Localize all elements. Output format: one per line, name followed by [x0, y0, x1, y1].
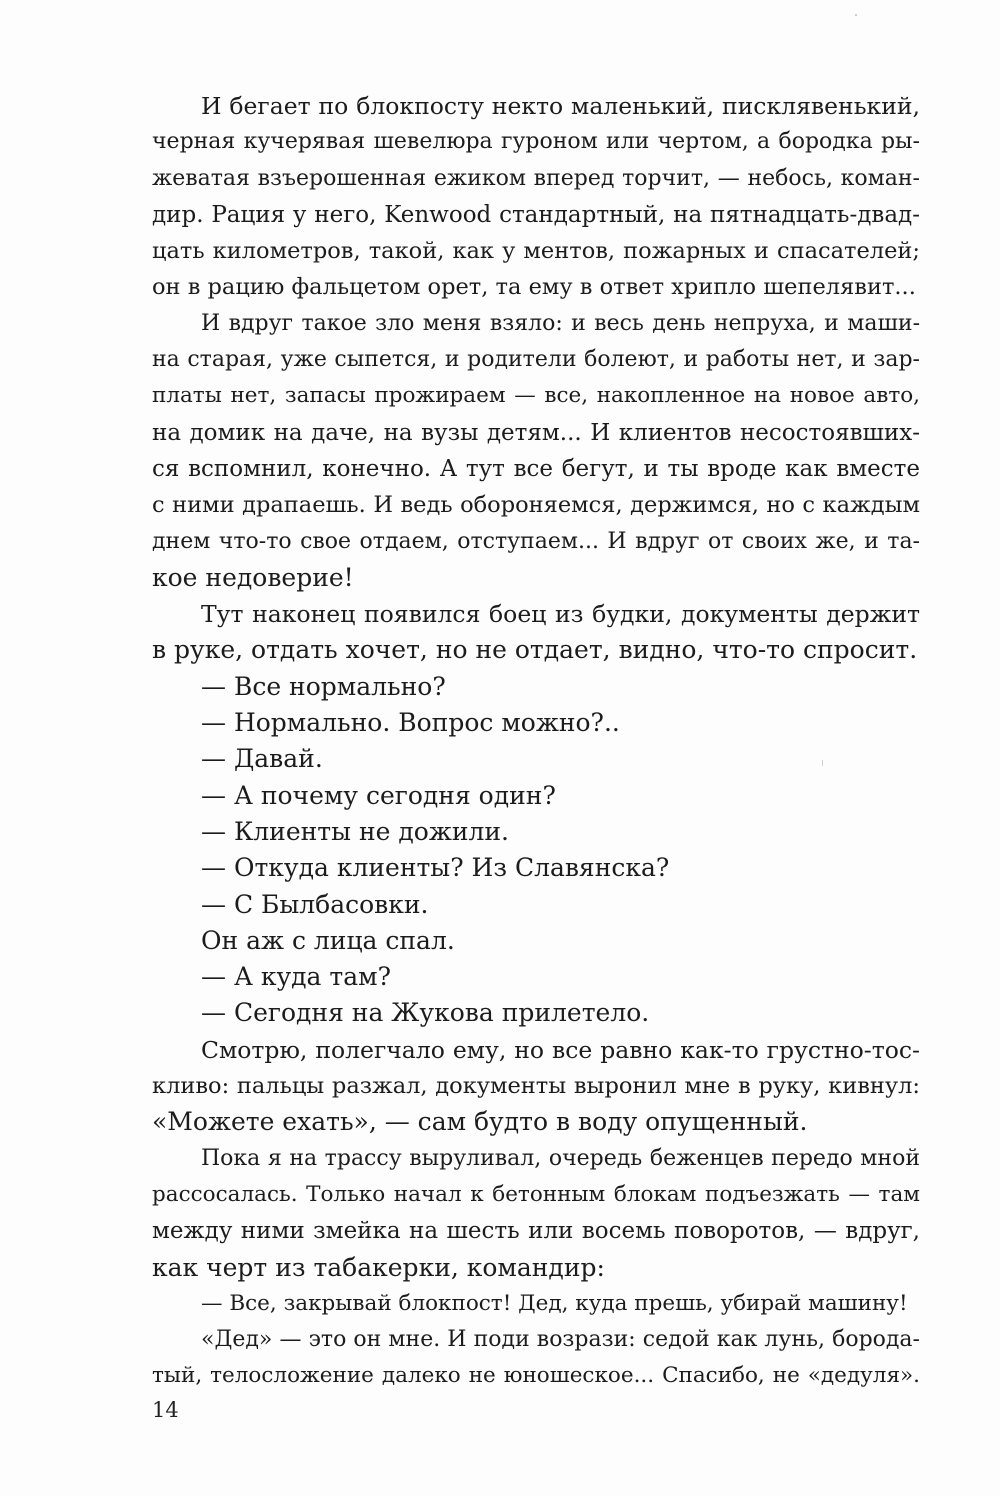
text-line: — С Былбасовки.: [201, 889, 429, 919]
paragraph: [152, 1322, 920, 1395]
dialogue-line: [152, 850, 920, 886]
text-line: — А почему сегодня один?: [201, 780, 556, 810]
text-line: на домик на даче, на вузы детям... И клиентов несостоявших-: [152, 419, 920, 446]
text-line: Пока я на трассу выруливал, очередь беженцев передо мной: [201, 1145, 920, 1171]
dialogue-line: [152, 778, 920, 814]
text-line: как черт из табакерки, командир:: [152, 1252, 605, 1282]
paragraph: [152, 88, 920, 306]
text-line: — Все, закрывай блокпост! Дед, куда прешь, убирай машину!: [201, 1290, 908, 1316]
text-line: днем что-то свое отдаем, отступаем... И вдруг от своих же, и та-: [152, 528, 920, 554]
text-line: жеватая взъерошенная ежиком вперед торчит, — небось, коман-: [152, 165, 920, 191]
dialogue-line: [152, 1286, 920, 1322]
text-line: дир. Рация у него, Kenwood стандартный, на пятнадцать-двад-: [152, 201, 920, 228]
dialogue-line: [152, 887, 920, 923]
text-line: на старая, уже сыпется, и родители болеют, и работы нет, и зар-: [152, 347, 920, 373]
text-line: Тут наконец появился боец из будки, документы держит: [201, 600, 920, 629]
text-line: черная кучерявая шевелюра гуроном или чертом, а бородка ры-: [152, 129, 920, 155]
text-line: И вдруг такое зло меня взяло: и весь день непруха, и маши-: [201, 310, 920, 336]
dialogue-line: [152, 995, 920, 1031]
text-line: — Все нормально?: [201, 671, 446, 701]
paragraph: [152, 1032, 920, 1141]
body-text: [152, 88, 920, 1395]
text-line: «Можете ехать», — сам будто в воду опущенный.: [152, 1107, 808, 1137]
text-line: кое недоверие!: [152, 562, 354, 592]
paragraph: [152, 1141, 920, 1286]
paragraph: [152, 923, 920, 959]
text-line: кливо: пальцы разжал, документы выронил мне в руку, кивнул:: [152, 1073, 920, 1100]
text-line: И бегает по блокпосту некто маленький, писклявенький,: [201, 92, 920, 120]
text-line: — Откуда клиенты? Из Славянска?: [201, 853, 670, 883]
text-line: — Сегодня на Жукова прилетело.: [201, 998, 650, 1028]
text-line: — Нормально. Вопрос можно?..: [201, 708, 620, 738]
text-line: тый, телосложение далеко не юношеское... Спасибо, не «дедуля».: [152, 1363, 920, 1389]
text-line: с ними драпаешь. И ведь обороняемся, держимся, но с каждым: [152, 492, 920, 519]
text-line: ся вспомнил, конечно. А тут все бегут, и ты вроде как вместе: [152, 455, 920, 482]
text-line: — Давай.: [201, 744, 323, 774]
text-line: Он аж с лица спал.: [201, 925, 455, 955]
text-line: он в рацию фальцетом орет, та ему в ответ хрипло шепелявит...: [152, 274, 916, 301]
dialogue-line: [152, 741, 920, 777]
paragraph: [152, 596, 920, 669]
text-line: рассосалась. Только начал к бетонным блокам подъезжать — там: [152, 1181, 920, 1207]
text-line: между ними змейка на шесть или восемь поворотов, — вдруг,: [152, 1218, 920, 1245]
page-number: 14: [152, 1398, 179, 1422]
paragraph: [152, 306, 920, 596]
text-line: Смотрю, полегчало ему, но все равно как-то грустно-тос-: [201, 1035, 920, 1064]
text-line: — Клиенты не дожили.: [201, 816, 509, 846]
text-line: — А куда там?: [201, 962, 391, 992]
dialogue-line: [152, 669, 920, 705]
text-line: платы нет, запасы прожираем — все, накопленное на новое авто,: [152, 383, 920, 409]
dialogue-line: [152, 705, 920, 741]
scan-speck: [855, 14, 857, 16]
text-line: в руке, отдать хочет, но не отдает, видно, что-то спросит.: [152, 635, 918, 665]
dialogue-line: [152, 814, 920, 850]
text-line: цать километров, такой, как у ментов, пожарных и спасателей;: [152, 238, 920, 265]
dialogue-line: [152, 959, 920, 995]
text-line: «Дед» — это он мне. И поди возрази: седой как лунь, борода-: [201, 1327, 920, 1353]
